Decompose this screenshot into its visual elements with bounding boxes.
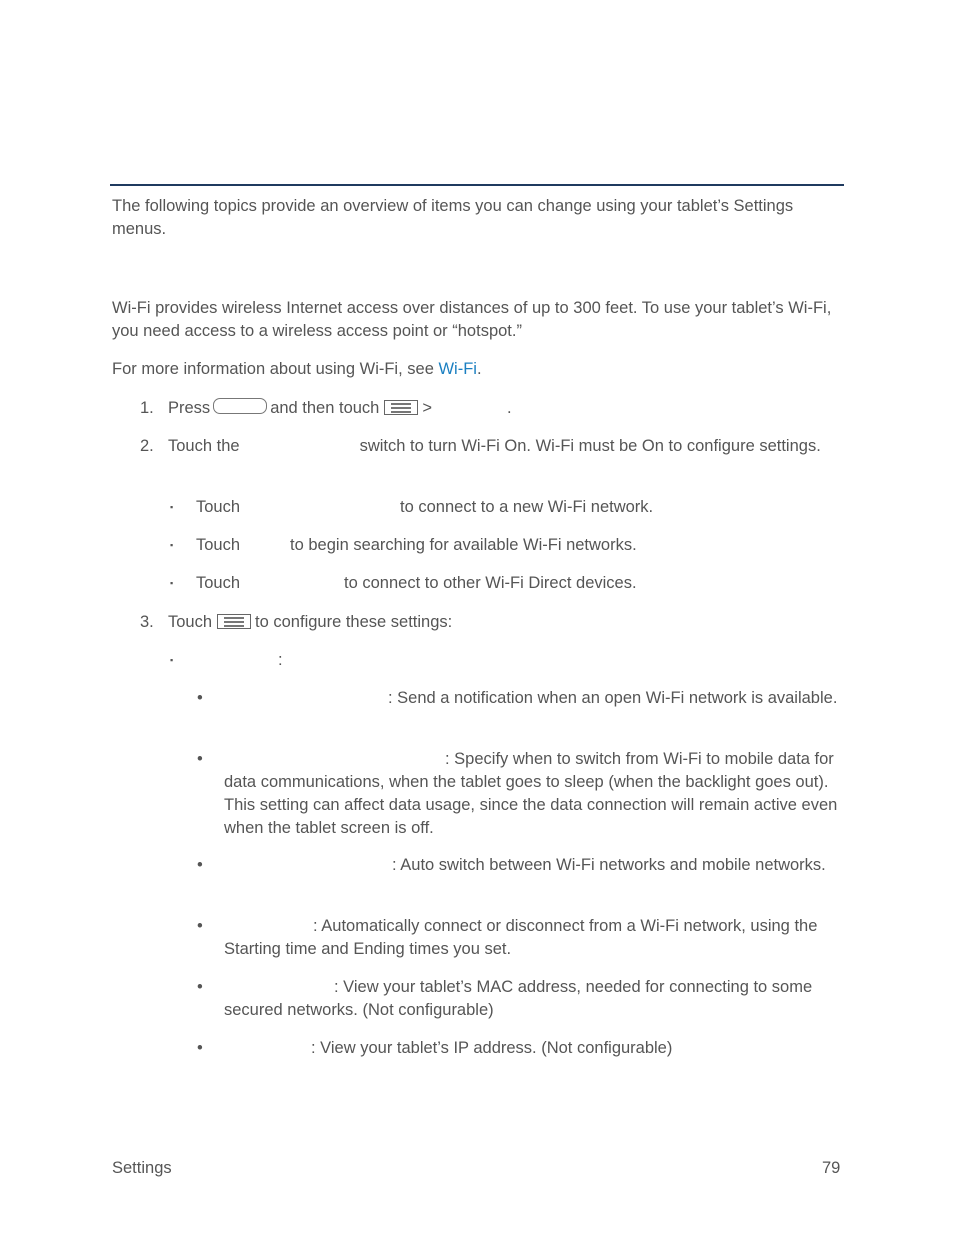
step-1-number: 1. xyxy=(140,399,154,417)
section-rule xyxy=(110,184,844,186)
bullet-dot: • xyxy=(197,856,203,874)
bullet-square: ▪ xyxy=(170,540,174,550)
bullet-dot: • xyxy=(197,750,203,768)
subitem-3: : Auto switch between Wi-Fi networks and mobile networks. xyxy=(392,856,826,874)
more-info-paragraph xyxy=(112,358,842,381)
footer-page-number: 79 xyxy=(822,1159,841,1177)
step-1-text-c: > xyxy=(422,399,433,417)
subitem-6: : View your tablet’s IP address. (Not configurable) xyxy=(311,1039,673,1057)
more-info-prefix: For more information about using Wi-Fi, see xyxy=(112,360,439,378)
subitem-2: : Specify when to switch from Wi-Fi to mobile data for data communications, when the tablet goes to sleep (when the backlight goes out). This setting can affect data usage, since the data connection will remain active even when the tablet screen is off. xyxy=(224,750,838,837)
bullet-square: ▪ xyxy=(170,502,174,512)
bullet-dot: • xyxy=(197,978,203,996)
subitem-4: : Automatically connect or disconnect from a Wi-Fi network, using the Starting time and Ending times you set. xyxy=(224,917,818,958)
step-1-text-a: Press xyxy=(168,399,211,417)
menu-key-icon xyxy=(217,614,251,629)
step-1-text-b: and then touch xyxy=(270,399,380,417)
step-2 xyxy=(168,435,842,458)
step-3-text-b: to configure these settings: xyxy=(255,613,453,631)
bullet-4 xyxy=(196,649,842,672)
bullet-dot: • xyxy=(197,917,203,935)
wifi-description: Wi-Fi provides wireless Internet access over distances of up to 300 feet. To use your tablet’s Wi-Fi, you need access to a wireless access point or “hotspot.” xyxy=(112,299,832,340)
bullet-3-text-a: Touch xyxy=(196,574,241,592)
step-2-text-a: Touch the xyxy=(168,437,240,455)
intro-paragraph: The following topics provide an overview of items you can change using your tablet’s Settings menus. xyxy=(112,197,794,238)
bullet-dot: • xyxy=(197,689,203,707)
bullet-2 xyxy=(196,534,842,557)
bullet-dot: • xyxy=(197,1039,203,1057)
subitem-1: : Send a notification when an open Wi-Fi network is available. xyxy=(388,689,838,707)
step-3 xyxy=(168,611,842,634)
more-info-suffix: . xyxy=(476,360,482,378)
bullet-square: ▪ xyxy=(170,578,174,588)
bullet-1 xyxy=(196,496,842,519)
step-3-text-a: Touch xyxy=(168,613,213,631)
menu-key-icon xyxy=(384,400,418,415)
step-1 xyxy=(168,397,842,420)
wifi-link[interactable]: Wi-Fi xyxy=(438,360,477,378)
step-2-text-b: switch to turn Wi-Fi On. Wi-Fi must be On to configure settings. xyxy=(359,437,821,455)
bullet-1-text-a: Touch xyxy=(196,498,241,516)
step-2-number: 2. xyxy=(140,437,154,455)
bullet-4-text-a: : xyxy=(278,651,283,669)
bullet-1-text-b: to connect to a new Wi-Fi network. xyxy=(400,498,654,516)
subitem-5: : View your tablet’s MAC address, needed for connecting to some secured networks. (Not configurable) xyxy=(224,978,813,1019)
bullet-2-text-b: to begin searching for available Wi-Fi networks. xyxy=(290,536,637,554)
footer-section: Settings xyxy=(112,1159,172,1177)
home-key-icon xyxy=(213,398,267,414)
bullet-3-text-b: to connect to other Wi-Fi Direct devices. xyxy=(344,574,637,592)
bullet-3 xyxy=(196,572,842,595)
bullet-square: ▪ xyxy=(170,655,174,665)
step-3-number: 3. xyxy=(140,613,154,631)
bullet-2-text-a: Touch xyxy=(196,536,241,554)
step-1-text-d: . xyxy=(507,399,512,417)
